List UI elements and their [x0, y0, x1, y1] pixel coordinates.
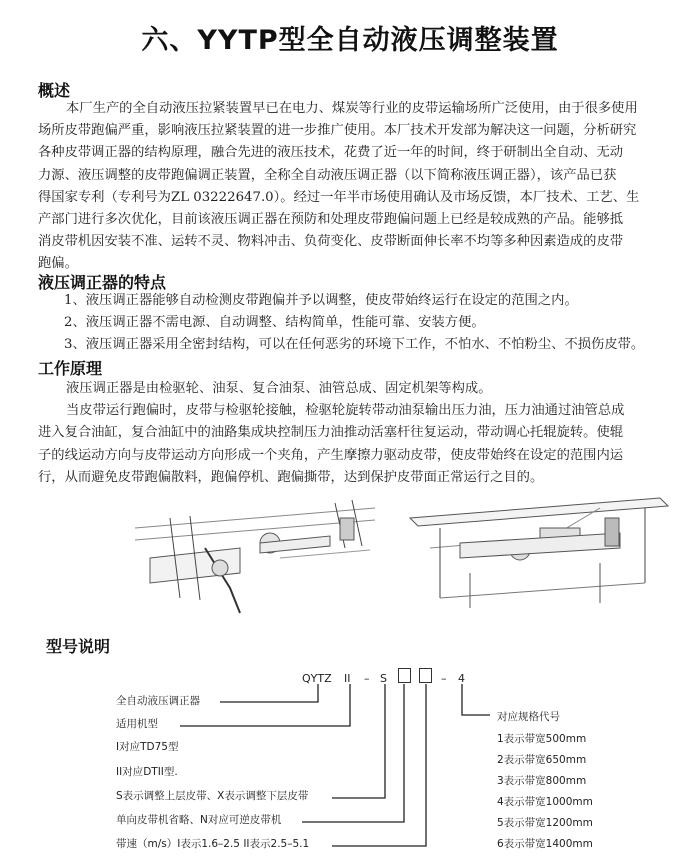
features-heading: 液压调正器的特点: [38, 273, 167, 292]
page-title: 六、YYTP型全自动液压调整装置: [141, 25, 559, 56]
overview-line: 产部门进行多次优化，目前该液压调正器在预防和处理皮带跑偏问题上已经是较成熟的产品。能够抵: [38, 212, 624, 228]
overview-line: 消皮带机因安装不准、运转不灵、物料冲击、负荷变化、皮带断面伸长率不均等多种因素造成的皮带: [38, 234, 624, 250]
label-product: 全自动液压调正器: [116, 695, 200, 707]
spec-item: 3表示带宽800mm: [497, 775, 587, 787]
spec-heading: 对应规格代号: [497, 711, 560, 723]
feature-item: 1、液压调正器能够自动检测皮带跑偏并予以调整，使皮带始终运行在设定的范围之内。: [64, 293, 578, 308]
code-dash: –: [441, 672, 447, 685]
principle-line: 当皮带运行跑偏时，皮带与检驱轮接触，检驱轮旋转带动油泵输出压力油，压力油通过油管总成: [66, 403, 625, 419]
spec-item: 4表示带宽1000mm: [497, 796, 593, 808]
spec-item: 1表示带宽500mm: [497, 733, 587, 745]
label-direction: S表示调整上层皮带、X表示调整下层皮带: [116, 790, 309, 802]
spec-item: 5表示带宽1200mm: [497, 817, 593, 829]
code-type: II: [344, 672, 351, 685]
label-reversible: 单向皮带机省略、N对应可逆皮带机: [116, 814, 282, 826]
overview-line: 力源、液压调整的皮带跑偏调正装置，全称全自动液压调正器（以下简称液压调正器），该产品已获: [38, 167, 617, 183]
code-spec: 4: [458, 672, 465, 685]
label-applicable: 适用机型: [116, 718, 158, 730]
code-s: S: [380, 672, 387, 685]
model-heading: 型号说明: [46, 637, 111, 656]
overview-line: 本厂生产的全自动液压拉紧装置早已在电力、煤炭等行业的皮带运输场所广泛使用，由于很多使用: [66, 101, 638, 116]
label-speed: 带速（m/s）I表示1.6–2.5 II表示2.5–5.1: [116, 838, 310, 850]
overview-heading: 概述: [38, 81, 71, 100]
spec-item: 6表示带宽1400mm: [497, 838, 593, 850]
label-type-i: I对应TD75型: [116, 741, 179, 753]
spec-item: 2表示带宽650mm: [497, 754, 587, 766]
principle-line: 子的线运动方向与皮带运动方向形成一个夹角，产生摩擦力驱动皮带，使皮带始终在设定的范围内运: [38, 447, 624, 463]
overview-line: 各种皮带调正器的结构原理，融合先进的液压技术，花费了近一年的时间，终于研制出全自动、无动: [38, 145, 624, 161]
principle-line: 进入复合油缸，复合油缸中的油路集成块控制压力油推动活塞杆往复运动，带动调心托辊旋转。使辊: [38, 425, 624, 441]
code-prefix: QYTZ: [302, 672, 332, 685]
overview-line: 场所皮带跑偏严重，影响液压拉紧装置的进一步推广使用。本厂技术开发部为解决这一问题，分析研究: [38, 123, 637, 139]
code-dash: –: [364, 672, 370, 685]
principle-line: 行，从而避免皮带跑偏散料，跑偏停机、跑偏撕带，达到保护皮带面正常运行之目的。: [38, 469, 544, 485]
label-type-ii: II对应DTII型.: [116, 766, 178, 778]
feature-item: 2、液压调正器不需电源、自动调整、结构简单，性能可靠、安装方便。: [64, 315, 485, 330]
feature-item: 3、液压调正器采用全密封结构，可以在任何恶劣的环境下工作，不怕水、不怕粉尘、不损伤皮带。: [64, 337, 645, 352]
overview-line: 跑偏。: [38, 256, 78, 272]
principle-line: 液压调正器是由检驱轮、油泵、复合油泵、油管总成、固定机架等构成。: [66, 381, 492, 396]
principle-heading: 工作原理: [38, 359, 103, 378]
overview-line: 得国家专利（专利号为ZL 03222647.0）。经过一年半市场使用确认及市场反馈，本厂技术、工艺、生: [38, 189, 640, 205]
